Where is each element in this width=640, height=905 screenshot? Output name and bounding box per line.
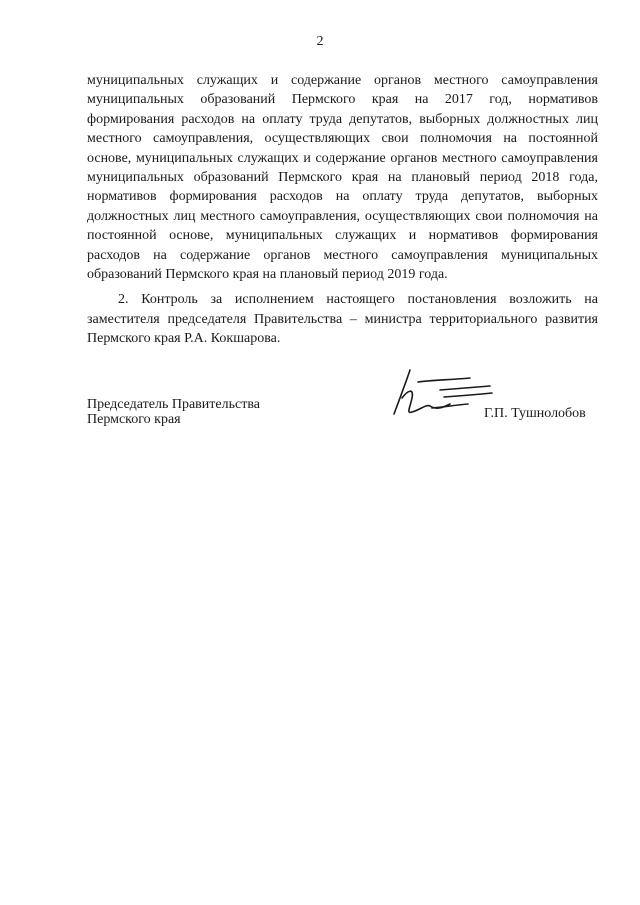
handwritten-signature xyxy=(388,364,498,420)
page-number: 2 xyxy=(316,34,324,49)
paragraph-control-clause: 2. Контроль за исполнением настоящего постановления возложить на заместителя председателя Правительства – министра территориального развития Пермского края Р.А. Кокшарова. xyxy=(87,292,598,347)
signatory-title xyxy=(87,397,260,427)
signer-name: Г.П. Тушнолобов xyxy=(484,406,586,421)
signatory-title-line-2: Пермского края xyxy=(87,412,181,427)
document-body xyxy=(87,71,598,349)
signatory-title-line-1: Председатель Правительства xyxy=(87,397,260,412)
paragraph-continuation: муниципальных служащих и содержание органов местного самоуправления муниципальных образований Пермского края на 2017 год, нормативов формирования расходов на оплату труда депутатов, выборных должностных лиц местного самоуправления, осуществляющих свои полномочия на постоянной основе, муниципальных служащих и содержание органов местного самоуправления муниципальных образований Пермского края на плановый период 2018 года, нормативов формирования расходов на оплату труда депутатов, выборных должностных лиц местного самоуправления, осуществляющих свои полномочия на постоянной основе, муниципальных служащих и нормативов формирования расходов на содержание органов местного самоуправления муниципальных образований Пермского края на плановый период 2019 года. xyxy=(87,73,598,283)
